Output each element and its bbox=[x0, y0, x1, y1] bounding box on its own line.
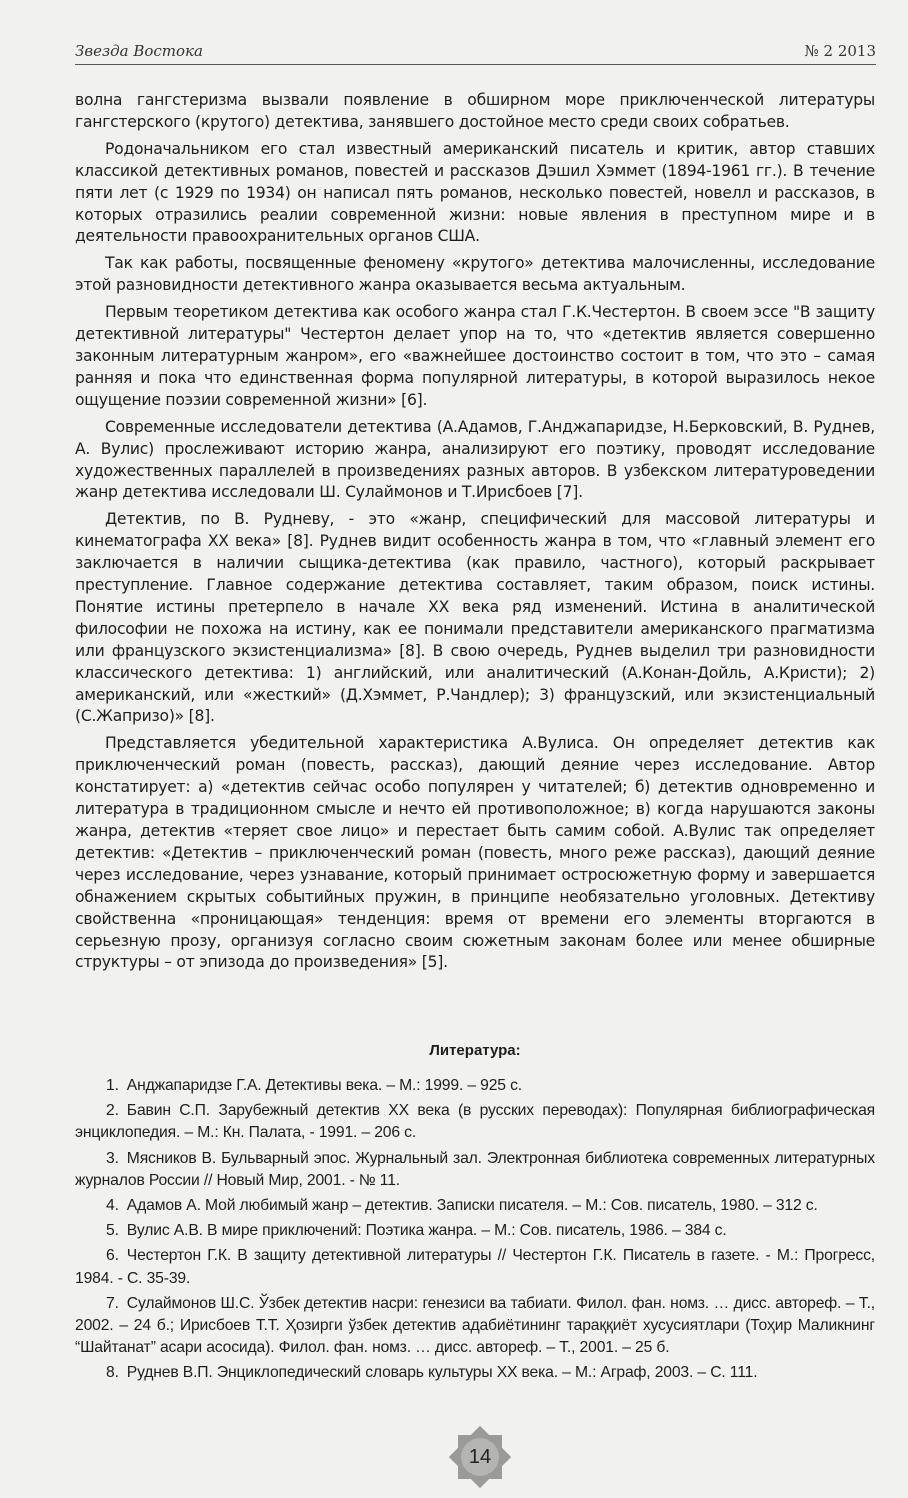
reference-number: 6. bbox=[106, 1247, 119, 1265]
reference-list bbox=[75, 1075, 875, 1388]
paragraph: Представляется убедительной характеристика А.Вулиса. Он определяет детектив как приключенческий роман (повесть, рассказ), дающий деяние через исследование. Автор констатирует: а) «детектив сейчас особо популярен у читателей; б) детектив одновременно и литература в традиционном смысле и нечто ей противоположное; в) когда нарушаются законы жанра, детектив «теряет свое лицо» и перестает быть самим собой. А.Вулис так определяет детектив: «Детектив – приключенческий роман (повесть, много реже рассказ), дающий деяние через исследование, через узнавание, который принимает остросюжетную форму и завершается обнажением скрытых событийных пружин, в принципе необязательно уголовных. Детективу свойственна «проницающая» тенденция: время от времени его элементы вторгаются в серьезную прозу, организуя согласно своим сюжетным законам более или менее обширные структуры – от эпизода до произведения» [5]. bbox=[75, 734, 875, 972]
reference-number: 2. bbox=[106, 1102, 119, 1120]
running-header bbox=[75, 40, 876, 65]
reference-number: 1. bbox=[106, 1077, 119, 1094]
reference-number: 4. bbox=[106, 1197, 119, 1215]
reference-number: 8. bbox=[106, 1364, 119, 1382]
reference-text: Адамов А. Мой любимый жанр – детектив. Записки писателя. – М.: Сов. писатель, 1980. – 312 с. bbox=[126, 1197, 818, 1215]
reference-item bbox=[75, 1245, 875, 1289]
paragraph: Так как работы, посвященные феномену «крутого» детектива малочисленны, исследование этой разновидности детективного жанра оказывается весьма актуальным. bbox=[75, 254, 875, 295]
literature-heading: Литература: bbox=[429, 1042, 521, 1059]
reference-item bbox=[75, 1075, 875, 1097]
paragraph: Детектив, по В. Рудневу, - это «жанр, специфический для массовой литературы и кинематографа XX века» [8]. Руднев видит особенность жанра в том, что «главный элемент его заключается в наличии сыщика-детектива (как правило, частного), который раскрывает преступление. Главное содержание детектива составляет, таким образом, поиск истины. Понятие истины претерпело в начале XX века ряд изменений. Истина в аналитической философии не похожа на истину, как ее понимали представители американского прагматизма или французского экзистенциализма» [8]. В свою очередь, Руднев выделил три разновидности классического детектива: 1) английский, или аналитический (А.Конан-Дойль, А.Кристи); 2) американский, или «жесткий» (Д.Хэммет, Р.Чандлер); 3) французский, или экзистенциальный (С.Жапризо)» [8]. bbox=[75, 510, 875, 726]
reference-item bbox=[75, 1148, 875, 1192]
reference-item bbox=[75, 1100, 875, 1144]
reference-item bbox=[75, 1195, 875, 1217]
paragraph: Родоначальником его стал известный американский писатель и критик, автор ставших классикой детективных романов, повестей и рассказов Дэшил Хэммет (1894-1961 гг.). В течение пяти лет (с 1929 по 1934) он написал пять романов, несколько повестей, новелл и рассказов, в которых отразились реалии современной жизни: новые явления в преступном мире и в деятельности правоохранительных органов США. bbox=[75, 139, 875, 246]
paragraph: Современные исследователи детектива (А.Адамов, Г.Анджапаридзе, Н.Берковский, В. Руднев, А. Вулис) прослеживают историю жанра, анализируют его поэтику, проводят исследование художественных параллелей в произведениях разных авторов. В узбекском литературоведении жанр детектива исследовали Ш. Сулаймонов и Т.Ирисбоев [7]. bbox=[75, 417, 875, 502]
reference-text: Мясников В. Бульварный эпос. Журнальный зал. Электронная библиотека современных литературных журналов России // Новый Мир, 2001. - № 11. bbox=[75, 1149, 875, 1189]
paragraph: волна гангстеризма вызвали появление в обширном море приключенческой литературы гангстерского (крутого) детектива, занявшего достойное место среди своих собратьев. bbox=[75, 91, 875, 131]
paragraph: Первым теоретиком детектива как особого жанра стал Г.К.Честертон. В своем эссе "В защиту детективной литературы" Честертон делает упор на то, что «детектив является совершенно законным литературным жанром», его «важнейшее достоинство состоит в том, что это – самая ранняя и пока что единственная форма популярной литературы, в которой выразилось некое ощущение поэзии современной жизни» [6]. bbox=[75, 303, 875, 409]
reference-number: 7. bbox=[106, 1294, 119, 1312]
issue-number: № 2 2013 bbox=[804, 42, 876, 60]
reference-text: Анджапаридзе Г.А. Детективы века. – М.: 1999. – 925 с. bbox=[126, 1077, 522, 1094]
reference-item bbox=[75, 1220, 875, 1242]
reference-text: Руднев В.П. Энциклопедический словарь культуры XX века. – М.: Аграф, 2003. – С. 111. bbox=[126, 1364, 758, 1382]
reference-item bbox=[75, 1293, 875, 1360]
reference-text: Бавин С.П. Зарубежный детектив XX века (в русских переводах): Популярная библиографическая энциклопедия. – М.: Кн. Палата, - 1991. – 206 с. bbox=[75, 1102, 875, 1142]
article-body bbox=[75, 90, 875, 979]
reference-item bbox=[75, 1362, 875, 1384]
reference-text: Сулаймонов Ш.С. Ўзбек детектив насри: генезиси ва табиати. Филол. фан. номз. … дисс. автореф. – Т., 2002. – 24 б.; Ирисбоев Т.Т. Ҳозирги ўзбек детектив адабиётининг тараққиёт хусусиятлари (Тоҳир Маликнинг “Шайтанат” асари асосида). Филол. фан. номз. … дисс. автореф. – Т., 2001. – 25 б. bbox=[75, 1294, 875, 1357]
reference-text: Честертон Г.К. В защиту детективной литературы // Честертон Г.К. Писатель в газете. - М.: Прогресс, 1984. - С. 35-39. bbox=[75, 1247, 875, 1287]
journal-title: Звезда Востока bbox=[75, 42, 203, 60]
reference-text: Вулис А.В. В мире приключений: Поэтика жанра. – М.: Сов. писатель, 1986. – 384 с. bbox=[126, 1222, 727, 1240]
page-number-badge bbox=[448, 1425, 512, 1489]
reference-number: 3. bbox=[106, 1149, 119, 1167]
reference-number: 5. bbox=[106, 1222, 119, 1240]
page-number: 14 bbox=[468, 1446, 492, 1468]
